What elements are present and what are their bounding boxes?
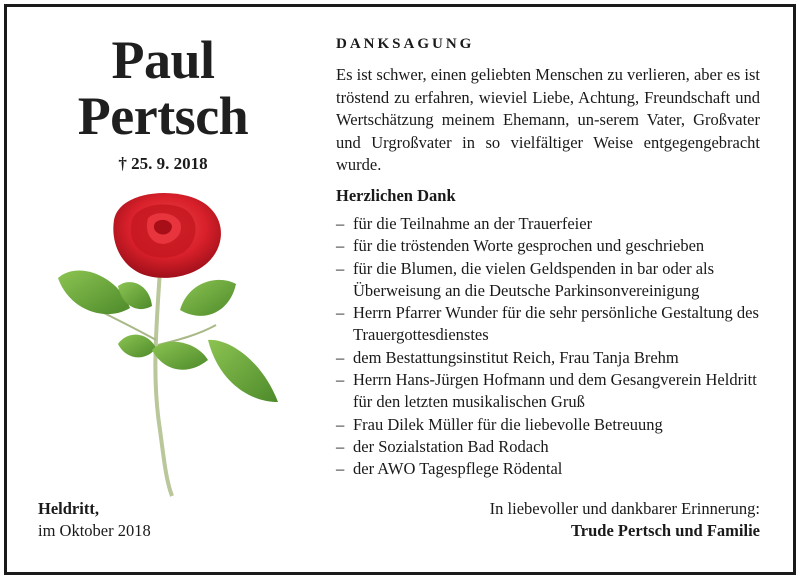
closing-signature: Trude Pertsch und Familie — [571, 521, 760, 540]
list-item: – Frau Dilek Müller für die liebevolle Betreuung — [336, 414, 776, 436]
thanks-list — [336, 213, 776, 481]
thanks-subheading: Herzlichen Dank — [336, 186, 456, 205]
list-item: – dem Bestattungsinstitut Reich, Frau Tanja Brehm — [336, 347, 776, 369]
list-item: – für die tröstenden Worte gesprochen und geschrieben — [336, 235, 776, 257]
list-item: – für die Teilnahme an der Trauerfeier — [336, 213, 776, 235]
closing-block — [490, 498, 760, 542]
list-item: – Herrn Pfarrer Wunder für die sehr persönliche Gestaltung des Trauergottesdienstes — [336, 302, 776, 347]
list-item: – für die Blumen, die vielen Geldspenden in bar oder als Überweisung an die Deutsche Parkinsonvereinigung — [336, 258, 776, 303]
red-rose-illustration — [48, 190, 288, 500]
death-date: † 25. 9. 2018 — [118, 154, 208, 173]
place-date-block — [38, 498, 151, 542]
list-item: – der Sozialstation Bad Rodach — [336, 436, 776, 458]
section-heading: DANKSAGUNG — [336, 36, 475, 52]
deceased-first-name: Paul — [111, 30, 215, 90]
place-city: Heldritt, — [38, 499, 99, 518]
place-date: im Oktober 2018 — [38, 521, 151, 540]
list-item: – Herrn Hans-Jürgen Hofmann und dem Gesangverein Heldritt für den letzten musikalischen Gruß — [336, 369, 776, 414]
closing-line: In liebevoller und dankbarer Erinnerung: — [489, 499, 760, 518]
list-item: – der AWO Tagespflege Rödental — [336, 458, 776, 480]
intro-paragraph: Es ist schwer, einen geliebten Menschen zu verlieren, aber es ist tröstend zu erfahren, wieviel Liebe, Achtung, Freundschaft und Wertschätzung meinem Ehemann, un-serem Vater, Großvater und Urgroßvater in so vielfältiger Weise entgegengebracht wurde. — [336, 65, 760, 174]
deceased-last-name: Pertsch — [77, 86, 249, 146]
